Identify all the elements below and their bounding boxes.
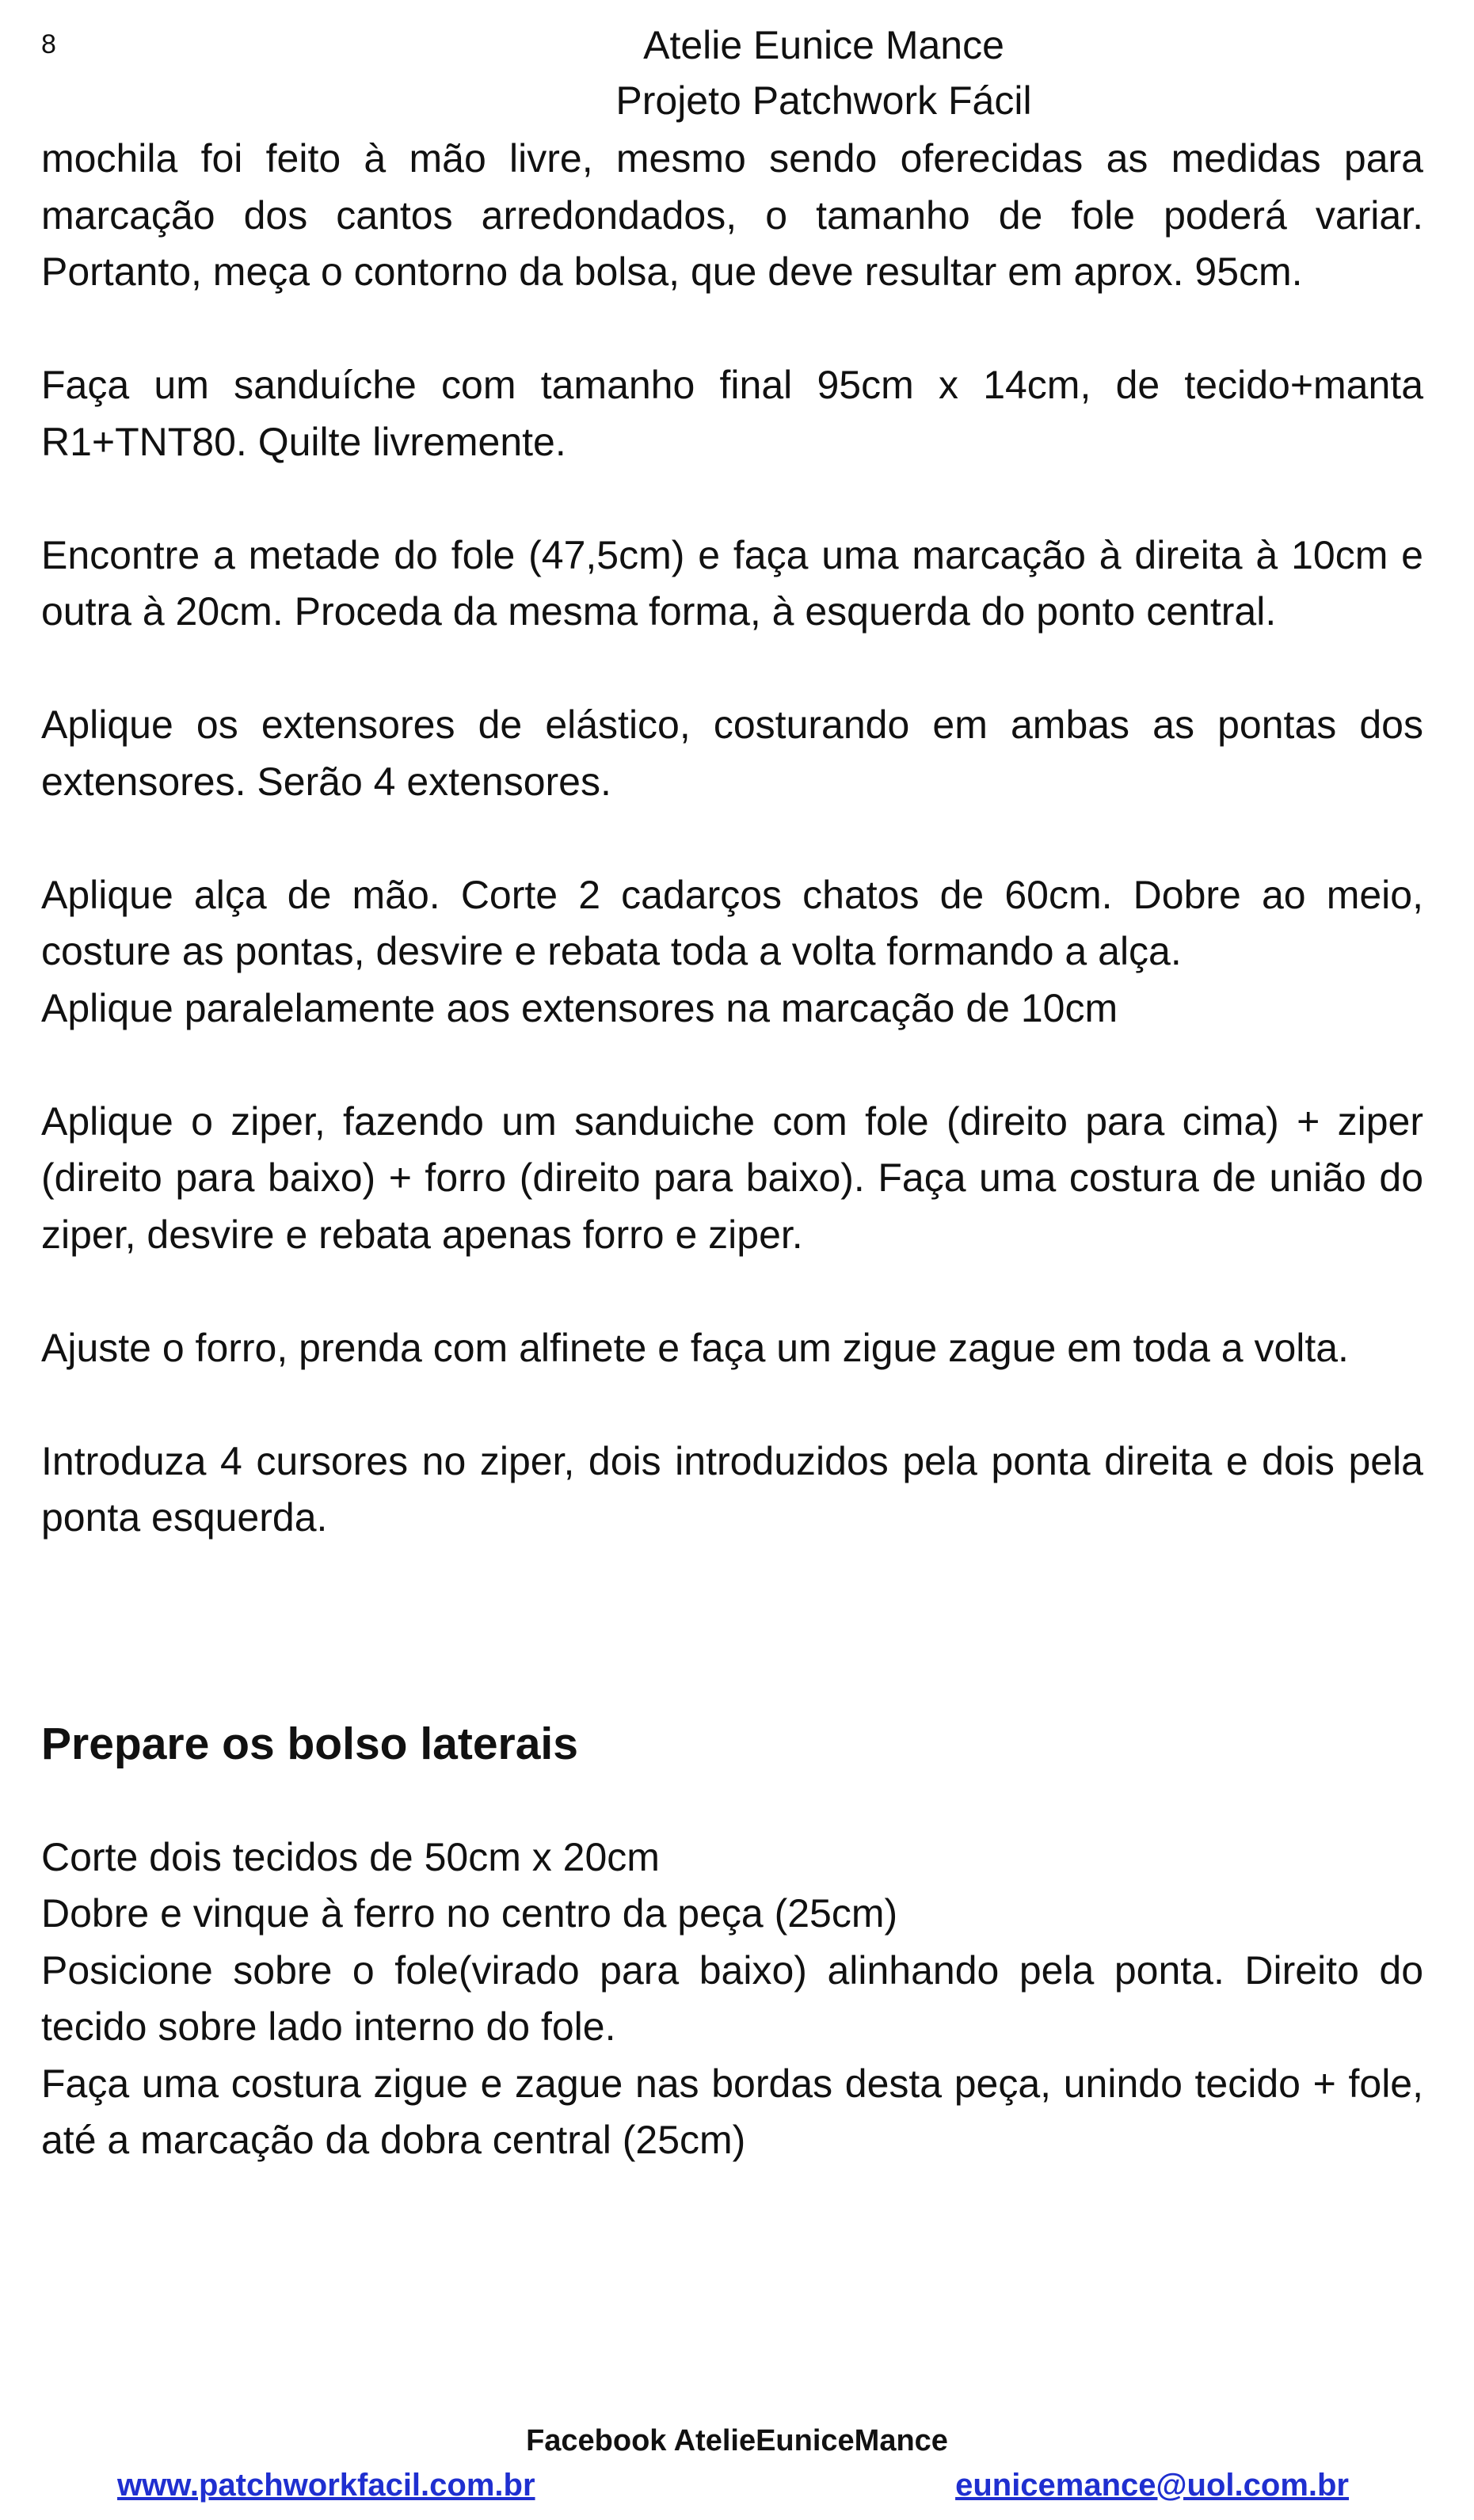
paragraph-lining: Ajuste o forro, prenda com alfinete e faça um zigue zague em toda a volta. (41, 1325, 1349, 1370)
section-line: Corte dois tecidos de 50cm x 20cm (41, 1834, 660, 1879)
footer-website-link[interactable]: www.patchworkfacil.com.br (117, 2468, 535, 2503)
header-title: Atelie Eunice Mance (643, 23, 1004, 67)
section-title: Prepare os bolso laterais (41, 1718, 578, 1769)
section-line: Posicione sobre o fole(virado para baixo) alinhando pela ponta. Direito do tecido sobre lado interno do fole. (41, 1947, 1423, 2049)
paragraph-handle: Aplique alça de mão. Corte 2 cadarços chatos de 60cm. Dobre ao meio, costure as pontas, desvire e rebata toda a volta formando a alça. (41, 872, 1423, 973)
paragraph-intro: mochila foi feito à mão livre, mesmo sendo oferecidas as medidas para marcação dos cantos arredondados, o tamanho de fole poderá variar. Portanto, meça o contorno da bolsa, que deve resultar em aprox. 95cm. (41, 136, 1423, 294)
section-lines (41, 1829, 1423, 2169)
page-number: 8 (41, 29, 56, 59)
paragraph-zipper: Aplique o ziper, fazendo um sanduiche com fole (direito para cima) + ziper (direito para baixo) + forro (direito para baixo). Faça uma costura de união do ziper, desvire e rebata apenas forro e ziper. (41, 1098, 1423, 1257)
section-spacer (41, 1547, 1423, 1716)
header-subtitle: Projeto Patchwork Fácil (615, 78, 1032, 123)
paragraph-handle-placement: Aplique paralelamente aos extensores na marcação de 10cm (41, 985, 1118, 1030)
document-body (41, 131, 1423, 2169)
section-line: Dobre e vinque à ferro no centro da peça (25cm) (41, 1891, 898, 1936)
footer-email-link[interactable]: eunicemance@uol.com.br (955, 2468, 1349, 2503)
section-line: Faça uma costura zigue e zague nas bordas desta peça, unindo tecido + fole, até a marcação da dobra central (25cm) (41, 2061, 1423, 2162)
paragraph-cursors: Introduza 4 cursores no ziper, dois introduzidos pela ponta direita e dois pela ponta esquerda. (41, 1438, 1423, 1540)
paragraph-handle-group (41, 867, 1423, 1037)
footer-facebook: Facebook AtelieEuniceMance (526, 2424, 948, 2457)
paragraph-sandwich: Faça um sanduíche com tamanho final 95cm x 14cm, de tecido+manta R1+TNT80. Quilte livremente. (41, 363, 1423, 464)
page-header (0, 17, 1474, 128)
paragraph-marking: Encontre a metade do fole (47,5cm) e faça uma marcação à direita à 10cm e outra à 20cm. Proceda da mesma forma, à esquerda do ponto central. (41, 532, 1423, 634)
paragraph-extensors: Aplique os extensores de elástico, costurando em ambas as pontas dos extensores. Serão 4 extensores. (41, 702, 1423, 804)
